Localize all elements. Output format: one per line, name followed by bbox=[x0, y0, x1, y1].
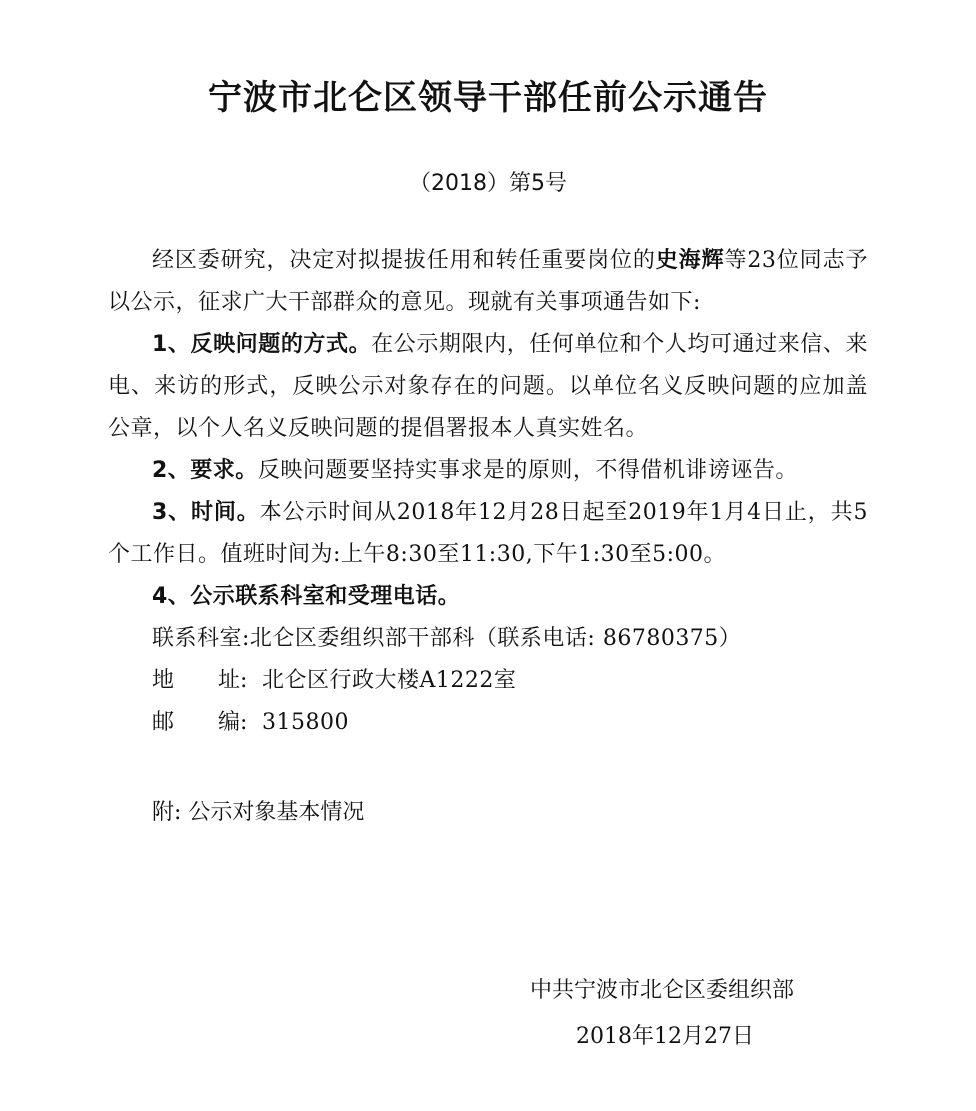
item-text: 在公示期限内，任何单位和个人均可通过来信、来电、来访的形式，反映公示对象存在的问题。以单位名义反映问题的应加盖公章，以个人名义反映问题的提倡署报本人真实姓名。 bbox=[108, 332, 868, 441]
intro-text-after: 等23位同志予以公示，征求广大干部群众的意见。现就有关事项通告如下: bbox=[108, 248, 868, 315]
contact-postcode-value: 315800 bbox=[262, 710, 349, 735]
item-paragraph-1 bbox=[108, 324, 868, 450]
item-heading: 3、时间。 bbox=[152, 500, 260, 525]
contact-office-value: 北仑区委组织部干部科（联系电话: 86780375） bbox=[249, 626, 742, 651]
signature-date: 2018年12月27日 bbox=[576, 1024, 754, 1049]
postcode-label-char-1: 邮 bbox=[152, 710, 175, 735]
item-text: 反映问题要坚持实事求是的原则，不得借机诽谤诬告。 bbox=[257, 458, 798, 483]
item-text: 本公示时间从2018年12月28日起至2019年1月4日止，共5个工作日。值班时间为:上午8:30至11:30,下午1:30至5:00。 bbox=[108, 500, 868, 567]
candidate-name: 史海辉 bbox=[655, 248, 725, 273]
signature-organization: 中共宁波市北仑区委组织部 bbox=[530, 978, 795, 1003]
contact-address-line bbox=[108, 660, 868, 702]
contact-postcode-label bbox=[152, 702, 262, 744]
address-label-char-2: 址: bbox=[218, 668, 248, 693]
contact-address-value: 北仑区行政大楼A1222室 bbox=[262, 668, 517, 693]
contact-office-line bbox=[108, 618, 868, 660]
address-label-char-1: 地 bbox=[152, 668, 175, 693]
intro-text-before: 经区委研究，决定对拟提拔任用和转任重要岗位的 bbox=[152, 248, 656, 273]
attachment-note: 附: 公示对象基本情况 bbox=[152, 800, 365, 825]
notice-body bbox=[108, 240, 868, 744]
item-paragraph-4 bbox=[108, 576, 868, 618]
contact-address-label bbox=[152, 660, 262, 702]
item-heading: 2、要求。 bbox=[152, 458, 258, 483]
contact-postcode-line bbox=[108, 702, 868, 744]
document-number: （2018）第5号 bbox=[409, 171, 567, 196]
page-title: 宁波市北仑区领导干部任前公示通告 bbox=[208, 78, 768, 118]
item-heading: 1、反映问题的方式。 bbox=[152, 332, 372, 357]
item-paragraph-3 bbox=[108, 492, 868, 576]
contact-office-label: 联系科室: bbox=[152, 626, 250, 651]
item-heading: 4、公示联系科室和受理电话。 bbox=[152, 584, 461, 609]
item-paragraph-2 bbox=[108, 450, 868, 492]
intro-paragraph bbox=[108, 240, 868, 324]
signature-block bbox=[530, 968, 830, 1060]
postcode-label-char-2: 编: bbox=[218, 710, 248, 735]
